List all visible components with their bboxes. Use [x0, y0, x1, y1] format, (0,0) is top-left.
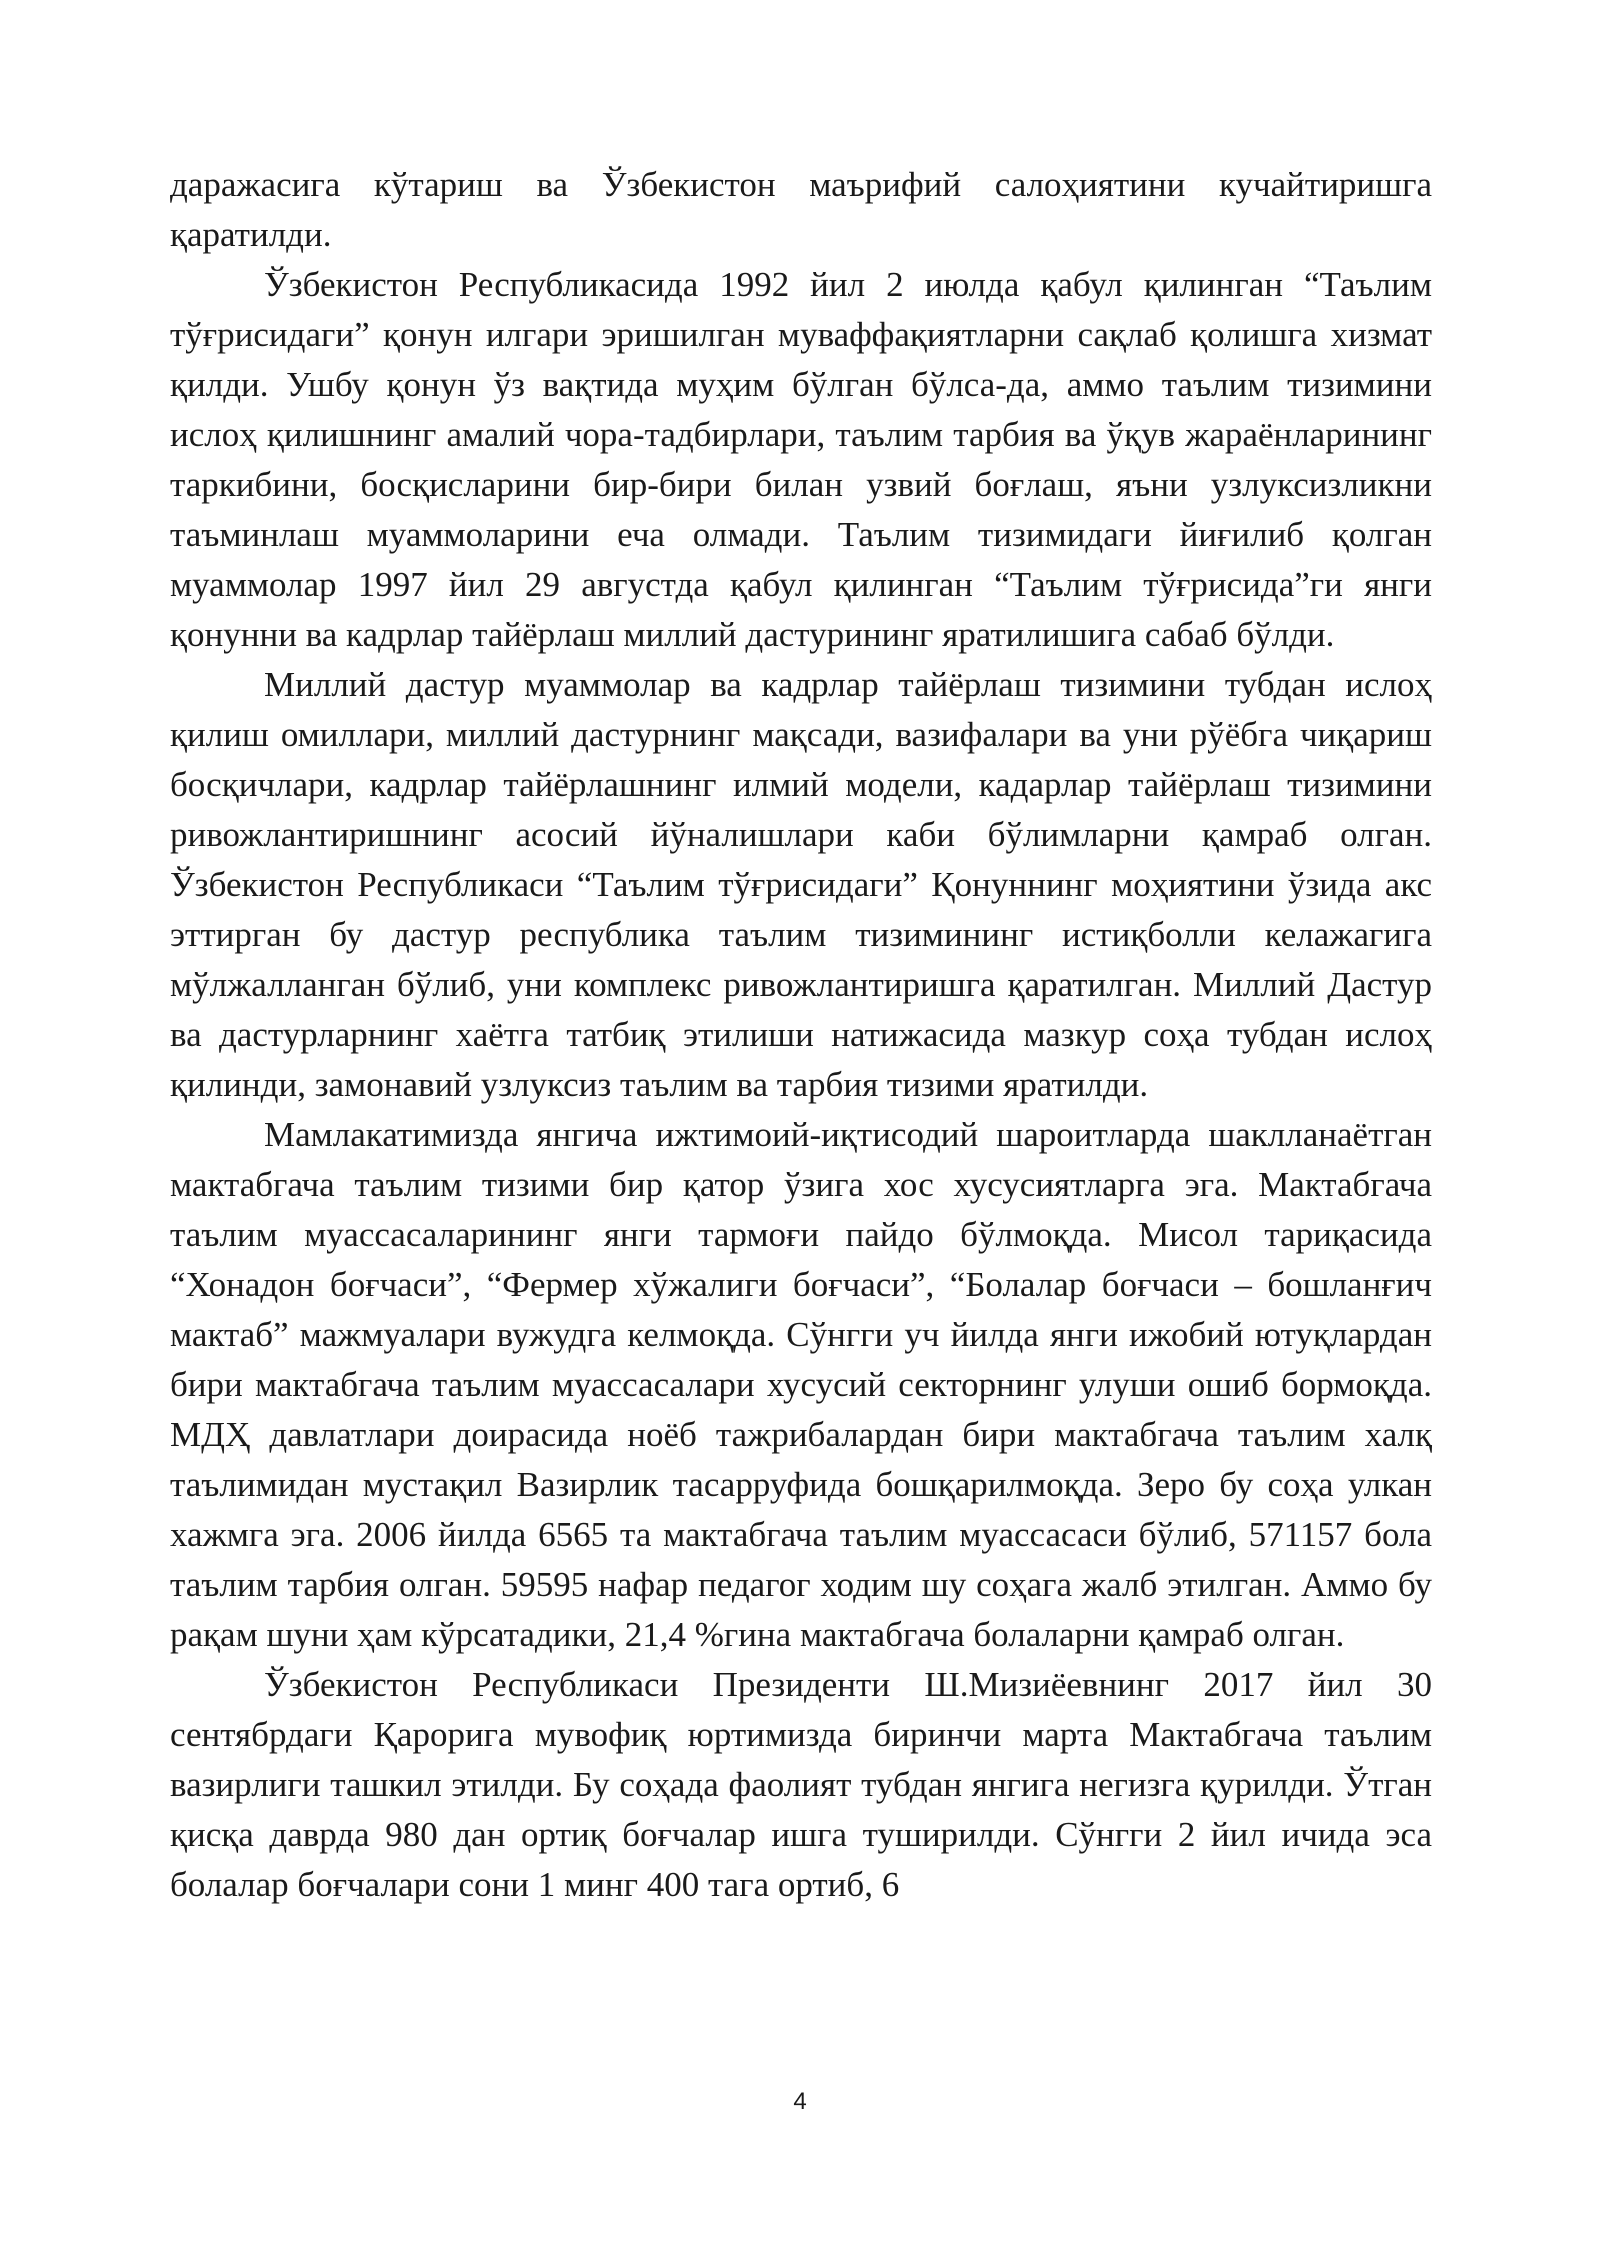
paragraph-2: Ўзбекистон Республикасида 1992 йил 2 июлда қабул қилинган “Таълим тўғрисидаги” қонун илгари эришилган муваффақиятларни сақлаб қолишга хизмат қилди. Ушбу қонун ўз вақтида муҳим бўлган бўлса-да, аммо таълим тизимини ислоҳ қилишнинг амалий чора-тадбирлари, таълим тарбия ва ўқув жараёнларининг таркибини, босқисларини бир-бири билан узвий боғлаш, яъни узлуксизликни таъминлаш муаммоларини еча олмади. Таълим тизимидаги йиғилиб қолган муаммолар 1997 йил 29 августда қабул қилинган “Таълим тўғрисида”ги янги қонунни ва кадрлар тайёрлаш миллий дастурининг яратилишига сабаб бўлди. [170, 265, 1432, 654]
paragraph-5: Ўзбекистон Республикаси Президенти Ш.Мизиёевнинг 2017 йил 30 сентябрдаги Қарорига мувофиқ юртимизда биринчи марта Мактабгача таълим вазирлиги ташкил этилди. Бу соҳада фаолият тубдан янгига негизга қурилди. Ўтган қисқа даврда 980 дан ортиқ боғчалар ишга туширилди. Сўнгги 2 йил ичида эса болалар боғчалари сони 1 минг 400 тага ортиб, 6 [170, 1665, 1432, 1904]
page-number: 4 [793, 2088, 807, 2115]
paragraph-3: Миллий дастур муаммолар ва кадрлар тайёрлаш тизимини тубдан ислоҳ қилиш омиллари, миллий дастурнинг мақсади, вазифалари ва уни рўёбга чиқариш босқичлари, кадрлар тайёрлашнинг илмий модели, кадарлар тайёрлаш тизимини ривожлантиришнинг асосий йўналишлари каби бўлимларни қамраб олган. Ўзбекистон Республикаси “Таълим тўғрисидаги” Қонуннинг моҳиятини ўзида акс эттирган бу дастур республика таълим тизимининг истиқболли келажагига мўлжалланган бўлиб, уни комплекс ривожлантиришга қаратилган. Миллий Дастур ва дастурларнинг хаётга татбиқ этилиши натижасида мазкур соҳа тубдан ислоҳ қилинди, замонавий узлуксиз таълим ва тарбия тизими яратилди. [170, 665, 1432, 1104]
paragraph-1: даражасига кўтариш ва Ўзбекистон маърифий салоҳиятини кучайтиришга қаратилди. [170, 165, 1432, 254]
document-page [170, 160, 1432, 1910]
paragraph-4: Мамлакатимизда янгича ижтимоий-иқтисодий шароитларда шаклланаётган мактабгача таълим тизими бир қатор ўзига хос хусусиятларга эга. Мактабгача таълим муассасаларининг янги тармоғи пайдо бўлмоқда. Мисол тариқасида “Хонадон боғчаси”, “Фермер хўжалиги боғчаси”, “Болалар боғчаси – бошланғич мактаб” мажмуалари вужудга келмоқда. Сўнгги уч йилда янги ижобий ютуқлардан бири мактабгача таълим муассасалари хусусий секторнинг улуши ошиб бормоқда. МДҲ давлатлари доирасида ноёб тажрибалардан бири мактабгача таълим халқ таълимидан мустақил Вазирлик тасарруфида бошқарилмоқда. Зеро бу соҳа улкан хажмга эга. 2006 йилда 6565 та мактабгача таълим муассасаси бўлиб, 571157 бола таълим тарбия олган. 59595 нафар педагог ходим шу соҳага жалб этилган. Аммо бу рақам шуни ҳам кўрсатадики, 21,4 %гина мактабгача болаларни қамраб олган. [170, 1115, 1432, 1654]
